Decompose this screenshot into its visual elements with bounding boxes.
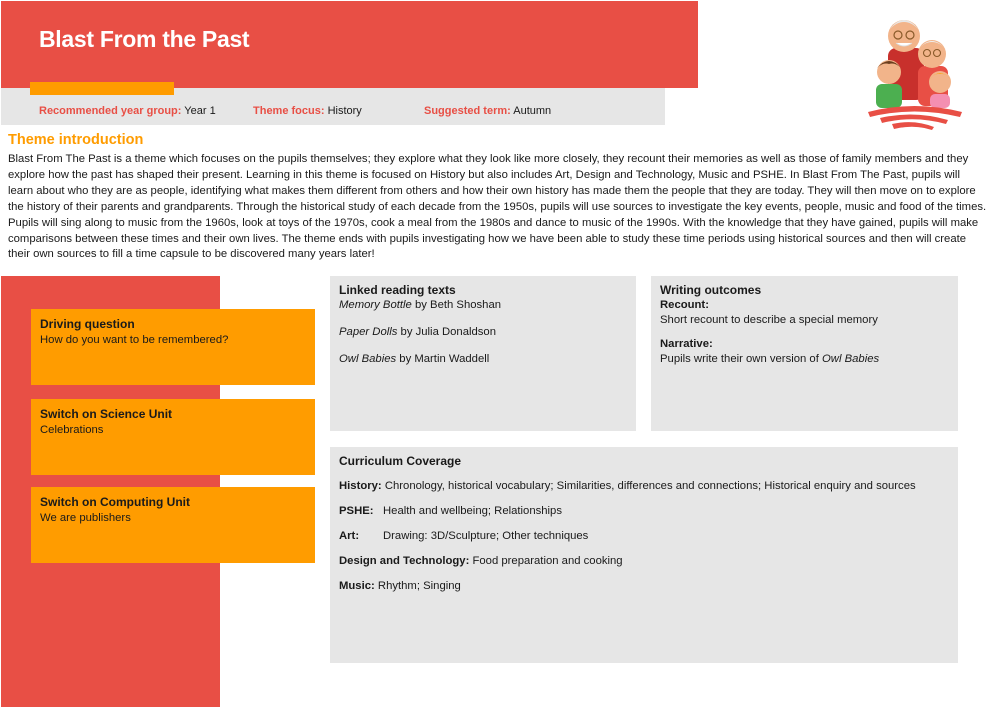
box-text: We are publishers: [40, 512, 131, 524]
book-author: by Martin Waddell: [399, 353, 490, 365]
curriculum-coverage-box: [330, 447, 958, 663]
meta-label: Suggested term:: [424, 105, 511, 117]
subject-text: Chronology, historical vocabulary; Similarities, differences and connections; Historical enquiry and sources: [384, 480, 916, 492]
reading-item: [339, 299, 627, 322]
science-unit-box: [31, 399, 315, 475]
book-author: by Beth Shoshan: [414, 299, 502, 311]
narrative-text-main: Pupils write their own version of: [660, 353, 822, 365]
curriculum-row-music: [339, 580, 949, 595]
meta-label: Theme focus:: [253, 105, 325, 117]
accent-bar: [30, 82, 174, 95]
box-text: How do you want to be remembered?: [40, 334, 229, 346]
reading-item: [339, 353, 627, 376]
writing-outcomes-box: [651, 276, 958, 431]
box-title: Writing outcomes: [660, 283, 762, 297]
curriculum-row-dt: [339, 555, 949, 570]
narrative-book: Owl Babies: [822, 353, 880, 365]
curriculum-row-pshe: [339, 505, 949, 520]
theme-introduction-body: Blast From The Past is a theme which focuses on the pupils themselves; they explore what they look like more closely, they recount their memories as well as those of family members and they explore how the past has shaped their present. Learning in this theme is focused on History but also includes Art, Design and Technology, Music and PSHE. In Blast From The Past, pupils will learn about who they are as people, identifying what makes them different from others and how their own history has made them the people that they are today. They will then move on to explore the history of their parents and grandparents. Through the historical study of each decade from the 1950s, pupils will use sources to investigate the key events, people, music and food of the times. Pupils will sing along to music from the 1960s, look at toys of the 1970s, cook a meal from the 1980s and dance to music of the 1990s. With the knowledge that they have gained, pupils will make comparisons between these times and their own lives. The theme ends with pupils investigating how we have been able to study these time periods using historical sources and then will create their own sources to fill a time capsule to be discovered many years later!: [8, 153, 987, 261]
theme-introduction-heading: Theme introduction: [8, 132, 144, 148]
linked-reading-box: [330, 276, 636, 431]
box-title: Switch on Science Unit: [40, 407, 173, 421]
box-title: Switch on Computing Unit: [40, 495, 190, 509]
narrative-label: Narrative:: [660, 338, 713, 350]
subject-text: Health and wellbeing; Relationships: [383, 505, 562, 517]
meta-year-group: [39, 105, 216, 117]
box-title: Linked reading texts: [339, 283, 456, 297]
box-title: Curriculum Coverage: [339, 454, 462, 468]
book-title: Paper Dolls: [339, 326, 398, 338]
subject-label: History:: [339, 480, 382, 492]
page-title: Blast From the Past: [39, 26, 250, 52]
meta-value: Autumn: [513, 105, 552, 117]
subject-label: Art:: [339, 530, 360, 542]
recount-label: Recount:: [660, 299, 709, 311]
book-title: Owl Babies: [339, 353, 397, 365]
driving-question-box: [31, 309, 315, 385]
meta-value: Year 1: [184, 105, 216, 117]
box-title: Driving question: [40, 317, 135, 331]
meta-label: Recommended year group:: [39, 105, 182, 117]
narrative-text: [660, 353, 949, 365]
computing-unit-box: [31, 487, 315, 563]
box-text: Celebrations: [40, 424, 104, 436]
subject-text: Food preparation and cooking: [472, 555, 623, 567]
reading-item: [339, 326, 627, 349]
subject-text: Drawing: 3D/Sculpture; Other techniques: [383, 530, 589, 542]
meta-value: History: [327, 105, 362, 117]
subject-label: Music:: [339, 580, 375, 592]
curriculum-row-art: [339, 530, 949, 545]
book-author: by Julia Donaldson: [400, 326, 497, 338]
subject-label: Design and Technology:: [339, 555, 470, 567]
book-title: Memory Bottle: [339, 299, 412, 311]
meta-suggested-term: [424, 105, 551, 117]
subject-label: PSHE:: [339, 505, 374, 517]
subject-text: Rhythm; Singing: [377, 580, 461, 592]
meta-theme-focus: [253, 105, 362, 117]
family-illustration-icon: [862, 8, 966, 132]
recount-text: Short recount to describe a special memory: [660, 314, 878, 326]
curriculum-row-history: [339, 480, 949, 495]
